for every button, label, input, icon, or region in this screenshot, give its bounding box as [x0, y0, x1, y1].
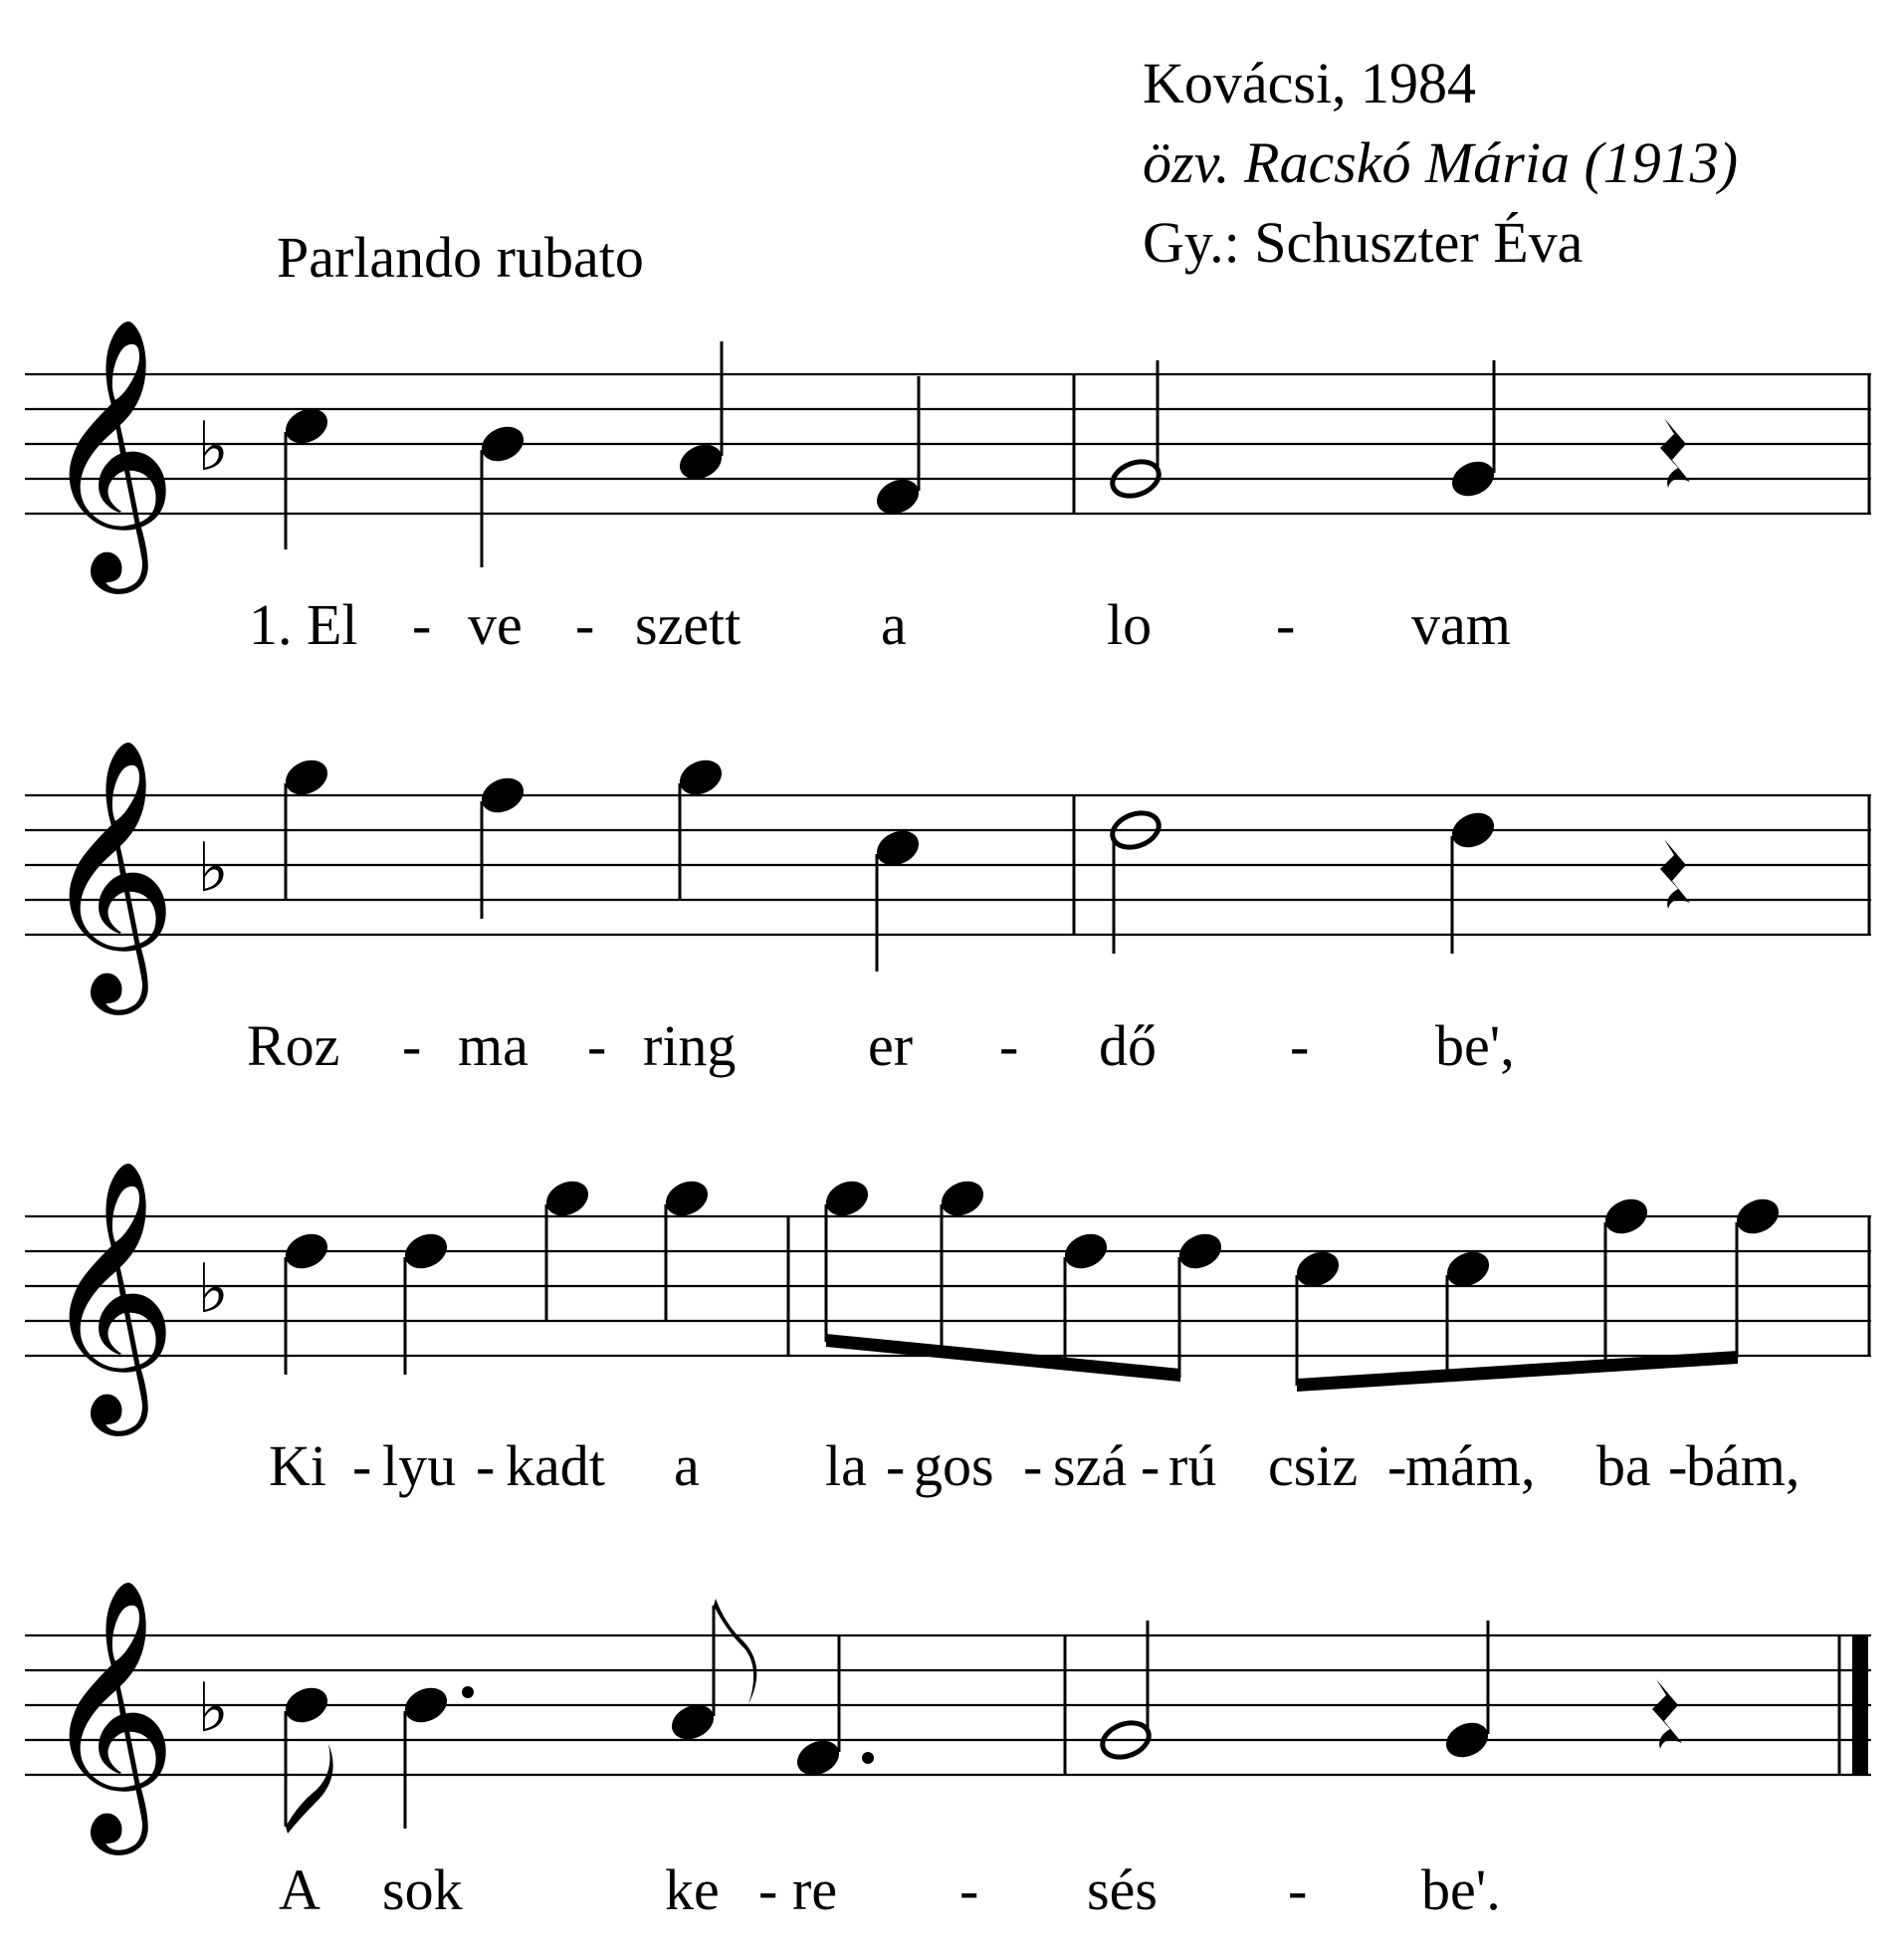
treble-clef-icon: 𝄞: [42, 1578, 177, 1843]
quarter-rest-icon: [1652, 1679, 1682, 1749]
beamed-group: [820, 1175, 1226, 1382]
lyric-hyphen: -: [575, 592, 595, 657]
lyric-hyphen: -: [402, 1013, 422, 1078]
system-1: [25, 317, 1871, 657]
header-location-year: Kovácsi, 1984: [1143, 51, 1477, 115]
lyric: Roz: [247, 1013, 340, 1078]
lyric: Ki: [269, 1433, 326, 1498]
lyric: mám,: [1405, 1433, 1536, 1498]
lyric: rú: [1168, 1433, 1217, 1498]
system-3: [25, 1159, 1871, 1498]
note: [674, 341, 727, 486]
note: [476, 420, 529, 567]
lyric: ve: [468, 592, 523, 657]
treble-clef-icon: 𝄞: [42, 317, 177, 582]
note: [280, 754, 332, 901]
note: [1446, 806, 1499, 954]
final-barline: [1852, 1635, 1868, 1775]
lyric: dő: [1099, 1013, 1157, 1078]
lyric: ma: [458, 1013, 529, 1078]
note: [280, 1227, 332, 1375]
lyric: sok: [382, 1857, 463, 1922]
note: [660, 1175, 713, 1322]
lyric: vam: [1411, 592, 1511, 657]
note: [871, 376, 924, 521]
lyric: 1. El: [249, 592, 358, 657]
lyric: sés: [1087, 1857, 1158, 1922]
lyric: a: [881, 592, 907, 657]
lyric-hyphen: -: [886, 1433, 906, 1498]
lyric: szett: [635, 592, 741, 657]
lyric: la: [825, 1433, 867, 1498]
note: [871, 824, 924, 972]
lyric-hyphen: -: [1668, 1433, 1688, 1498]
eighth-note: [280, 1681, 332, 1834]
lyric: ke: [665, 1857, 720, 1922]
dotted-note: [791, 1634, 874, 1782]
note: [674, 754, 727, 901]
beamed-group: [1291, 1192, 1784, 1392]
header-singer: özv. Racskó Mária (1913): [1143, 130, 1739, 195]
system-4: [25, 1578, 1871, 1922]
lyric-hyphen: -: [1288, 1857, 1308, 1922]
lyric: be'.: [1421, 1857, 1501, 1922]
note: [1440, 1621, 1493, 1764]
flat-icon: ♭: [197, 408, 230, 487]
lyric: gos: [914, 1433, 994, 1498]
flat-icon: ♭: [197, 1250, 230, 1329]
tempo-marking: Parlando rubato: [277, 225, 644, 290]
flat-icon: ♭: [197, 1669, 230, 1748]
lyric: szá: [1053, 1433, 1128, 1498]
lyric-hyphen: -: [352, 1433, 372, 1498]
lyric: bám,: [1686, 1433, 1800, 1498]
lyric-hyphen: -: [1387, 1433, 1407, 1498]
lyric-hyphen: -: [1290, 1013, 1310, 1078]
half-note: [1108, 360, 1164, 502]
lyric-hyphen: -: [1023, 1433, 1043, 1498]
lyric: re: [792, 1857, 838, 1922]
eighth-note: [666, 1599, 756, 1746]
lyric: kadt: [506, 1433, 605, 1498]
half-note: [1108, 807, 1164, 954]
lyric-hyphen: -: [1276, 592, 1296, 657]
treble-clef-icon: 𝄞: [42, 1159, 177, 1424]
lyric-hyphen: -: [1141, 1433, 1161, 1498]
header-collector: Gy.: Schuszter Éva: [1143, 210, 1584, 275]
note: [399, 1227, 452, 1375]
dotted-note: [399, 1681, 474, 1829]
lyric-hyphen: -: [758, 1857, 778, 1922]
lyric: csiz: [1268, 1433, 1359, 1498]
lyric-hyphen: -: [476, 1433, 496, 1498]
note: [280, 402, 332, 549]
lyric: be',: [1435, 1013, 1515, 1078]
half-note: [1098, 1621, 1154, 1763]
lyric: lo: [1107, 592, 1153, 657]
lyric: ba: [1596, 1433, 1651, 1498]
staff-2: [25, 795, 1871, 935]
lyric: A: [279, 1857, 320, 1922]
lyric: a: [674, 1433, 700, 1498]
quarter-rest-icon: [1660, 418, 1690, 488]
note: [1446, 360, 1499, 503]
lyric-hyphen: -: [412, 592, 432, 657]
lyric-hyphen: -: [999, 1013, 1019, 1078]
system-2: [25, 738, 1871, 1078]
note: [540, 1175, 593, 1322]
flat-icon: ♭: [197, 829, 230, 908]
lyric: ring: [643, 1013, 737, 1078]
lyric: lyu: [382, 1433, 457, 1498]
staff-1: [25, 374, 1871, 514]
quarter-rest-icon: [1660, 839, 1690, 909]
note: [476, 771, 529, 919]
lyric: er: [868, 1013, 914, 1078]
lyric-hyphen: -: [959, 1857, 979, 1922]
treble-clef-icon: 𝄞: [42, 738, 177, 1003]
lyric-hyphen: -: [587, 1013, 607, 1078]
